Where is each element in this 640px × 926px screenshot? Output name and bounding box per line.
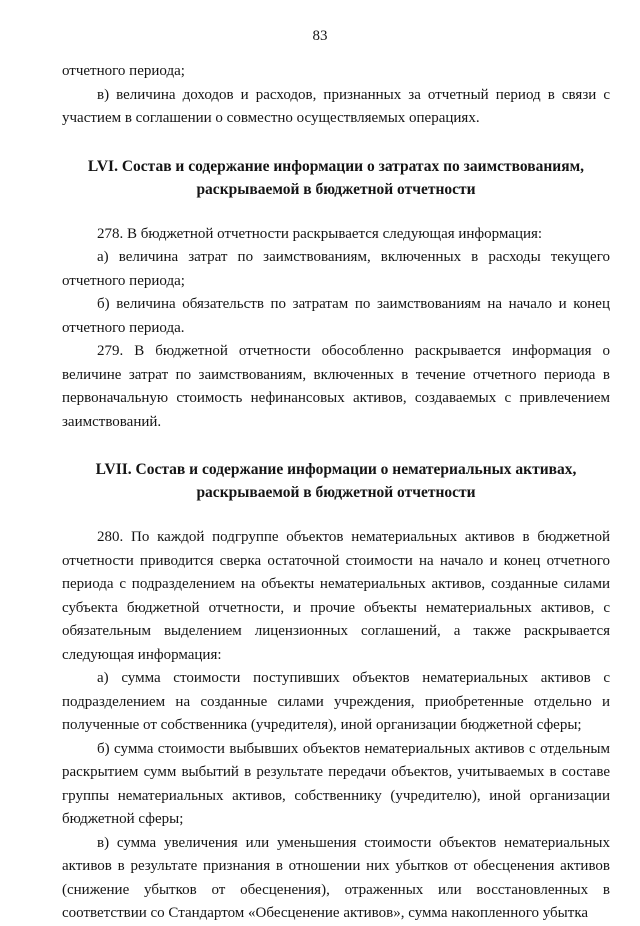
paragraph-item-v-intro: в) величина доходов и расходов, признанных за отчетный период в связи с участием в соглашении о совместно осуществляемых операциях. [62, 86, 610, 126]
paragraph-continuation: отчетного периода; [62, 63, 185, 79]
paragraph-278: 278. В бюджетной отчетности раскрывается следующая информация: [97, 225, 543, 242]
section-heading-lvi-line1: LVI. Состав и содержание информации о затратах по заимствованиям, [87, 157, 585, 175]
paragraph-280-a: а) сумма стоимости поступивших объектов нематериальных активов с подразделением на созданные силами учреждения, приобретенные отдельно и полученные от собственника (учредителя), иной организации бюджетной сферы; [62, 670, 610, 733]
paragraph-278-a: а) величина затрат по заимствованиям, включенных в расходы текущего отчетного периода; [62, 249, 610, 289]
page-number: 83 [312, 28, 328, 44]
paragraph-279: 279. В бюджетной отчетности обособленно раскрывается информация о величине затрат по заимствованиям, включенных в течение отчетного периода в первоначальную стоимость нефинансовых активов, создаваемых с привлечением заимствований. [62, 343, 610, 430]
paragraph-280-b: б) сумма стоимости выбывших объектов нематериальных активов с отдельным раскрытием сумм выбытий в результате передачи объектов, учитываемых в составе группы нематериальных активов, собственнику (учредителю), иной организации бюджетной сферы; [62, 740, 610, 827]
section-heading-lvii-line2: раскрываемой в бюджетной отчетности [196, 484, 476, 501]
section-heading-lvii-line1: LVII. Состав и содержание информации о нематериальных активах, [95, 461, 577, 478]
section-heading-lvi [62, 155, 610, 201]
paragraph-280: 280. По каждой подгруппе объектов нематериальных активов в бюджетной отчетности приводится сверка остаточной стоимости на начало и конец отчетного периода с подразделением на объекты нематериальных активов, созданные силами субъекта бюджетной отчетности, и прочие объекты нематериальных активов, с обязательным выделением лицензионных соглашений, а также раскрывается следующая информация: [62, 529, 610, 663]
document-body [62, 60, 610, 926]
section-heading-lvii [62, 458, 610, 504]
paragraph-278-b: б) величина обязательств по затратам по заимствованиям на начало и конец отчетного периода. [62, 296, 610, 336]
section-heading-lvi-line2: раскрываемой в бюджетной отчетности [196, 180, 476, 198]
paragraph-280-v: в) сумма увеличения или уменьшения стоимости объектов нематериальных активов в результате признания в отношении них убытков от обесценения активов (снижение убытков от обесценения), отраженных или восстановленных в соответствии со Стандартом «Обесценение активов», сумма накопленного убытка [62, 834, 610, 921]
